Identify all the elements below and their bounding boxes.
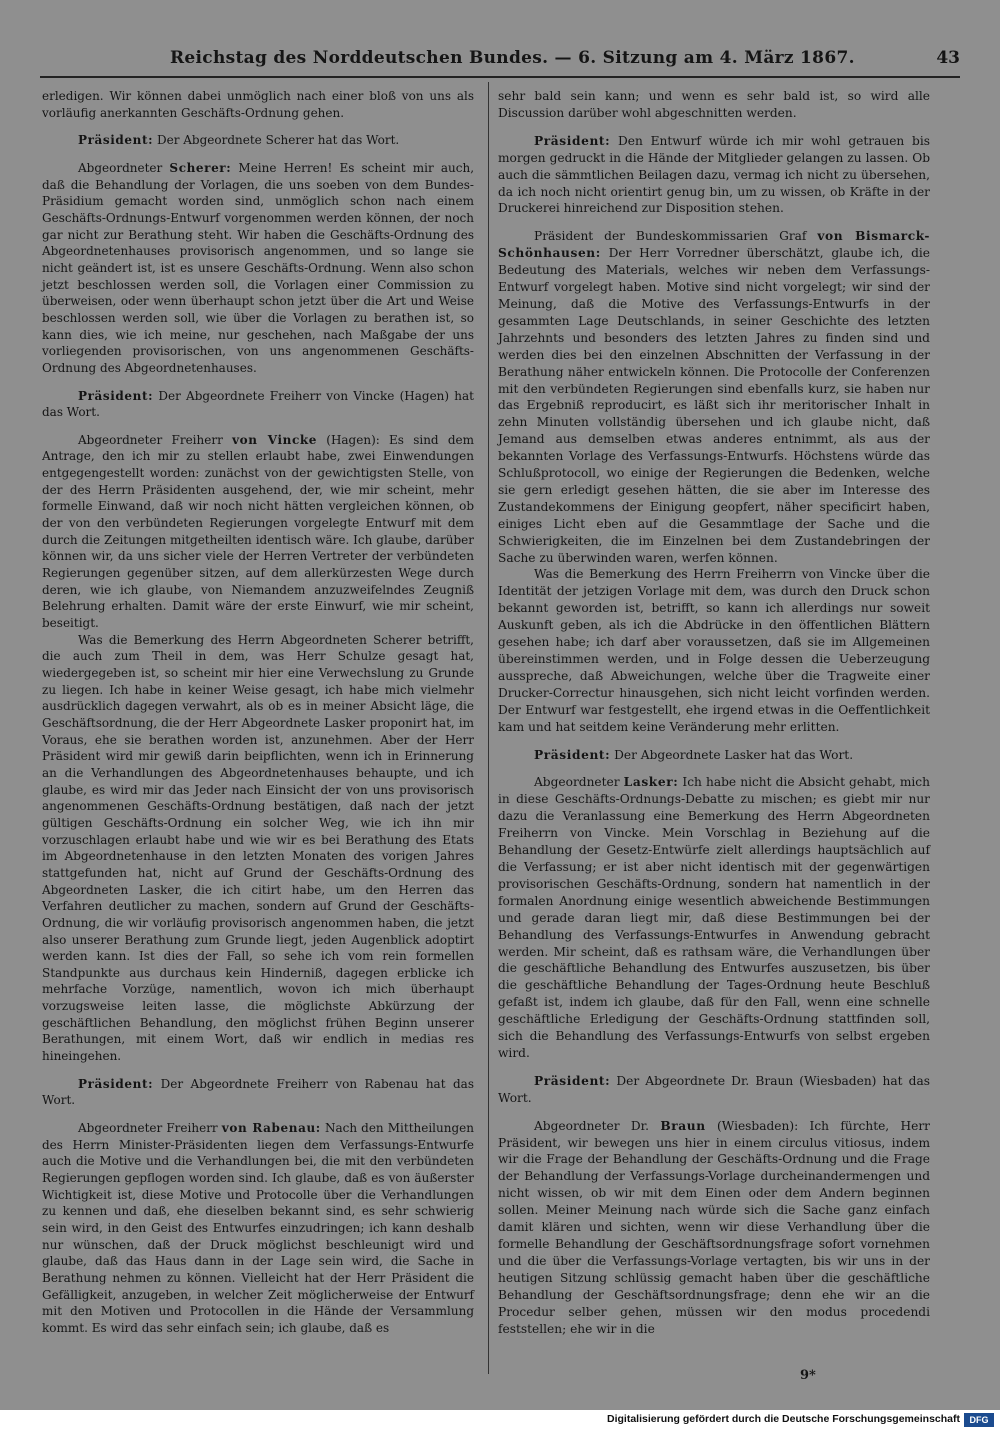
paragraph-text: Der Abgeordnete Dr. Braun (Wiesbaden) hat das Wort. <box>498 1073 930 1105</box>
page-header <box>40 46 960 76</box>
speaker-title: Abgeordneter Dr. <box>534 1118 661 1133</box>
speaker-title: Abgeordneter <box>78 160 170 175</box>
paragraph-text: Der Abgeordnete Freiherr von Vincke (Hagen) hat das Wort. <box>42 388 474 420</box>
paragraph-text: Der Abgeordnete Lasker hat das Wort. <box>610 747 854 762</box>
page-number: 43 <box>936 48 960 68</box>
paragraph-text: Was die Bemerkung des Herrn Freiherrn von Vincke über die Identität der jetzigen Vorlage mit dem, was durch den Druck schon bekannt geworden ist, betrifft, so kann ich allerdings nur soweit Auskunft geben, als ich die Abdrücke in den öffentlichen Blättern gesehen habe; ich darf aber voraussetzen, daß sie im Allgemeinen übereinstimmen werden, und in Folge dessen die Ueberzeugung ausspreche, daß Abweichungen, welche über die Tragweite einer Drucker-Correctur hinausgehen, sich nicht leicht vorfinden werden. Der Entwurf war festgestellt, ehe irgend etwas in die Oeffentlichkeit kam und hat seitdem keine Veränderung mehr erlitten. <box>498 567 930 734</box>
president-label: Präsident: <box>534 747 611 762</box>
president-label: Präsident: <box>78 388 154 403</box>
speaker-name: Braun <box>660 1118 706 1133</box>
president-label: Präsident: <box>78 1076 154 1091</box>
footer-band <box>0 1410 1000 1432</box>
paragraph <box>42 132 474 149</box>
header-rule <box>40 76 960 78</box>
paragraph-text: Ich habe nicht die Absicht gehabt, mich in diese Geschäfts-Ordnungs-Debatte zu mischen; es giebt mir nur dazu die Veranlassung eine Bemerkung des Herrn Abgeordneten Freiherrn von Vincke. Mein Vorschlag in Beziehung auf die Behandlung der Gesetz-Entwürfe zielt allerdings hauptsächlich auf die Verfassung; er ist aber nicht identisch mit der gegenwärtigen provisorischen Geschäfts-Ordnung, sondern hat namentlich in der formalen Anordnung einige wesentlich abweichende Bestimmungen und gerade daran liegt mir, daß diese Bestimmungen bei der Behandlung des Verfassungs-Entwurfes in Anwendung gebracht werden. Mir scheint, daß es rathsam wäre, die Verhandlungen über die geschäftliche Behandlung des Entwurfes auszusetzen, bis über die geschäftliche Behandlung der Tages-Ordnung heute Beschluß gefaßt ist, indem ich glaube, daß für den Fall, wenn eine schnelle geschäftliche Erledigung der Geschäfts-Ordnung stattfinden soll, sich die Behandlung des Verfassungs-Entwurfs von selbst ergeben wird. <box>498 775 930 1060</box>
speaker-title: Abgeordneter <box>534 775 624 790</box>
sheet-signature: 9* <box>800 1368 816 1383</box>
paragraph <box>498 774 930 1061</box>
running-head: Reichstag des Norddeutschen Bundes. — 6. Sitzung am 4. März 1867. <box>170 48 855 68</box>
speaker-title: Abgeordneter Freiherr <box>78 432 233 447</box>
paragraph <box>498 133 930 218</box>
paragraph <box>42 88 474 121</box>
paragraph <box>42 160 474 377</box>
speaker-name: von Bismarck-Schönhausen: <box>498 229 930 261</box>
paragraph-text: sehr bald sein kann; und wenn es sehr bald ist, so wird alle Discussion darüber wohl abgeschnitten werden. <box>498 89 930 120</box>
speaker-name: von Vincke <box>232 432 318 447</box>
paragraph-text: Nach den Mittheilungen des Herrn Minister-Präsidenten liegen dem Verfassungs-Entwurfe auch die Motive und die Verhandlungen bei, die mit den verbündeten Regierungen gepflogen worden sind. Ich glaube, daß es von äußerster Wichtigkeit ist, diese Motive und Protocolle über die Verhandlungen zu kennen und daß, ehe dieselben bekannt sind, es sehr schwierig sein wird, in den Geist des Entwurfes einzudringen; ich kann deshalb nur wünschen, daß der Druck möglichst beschleunigt wird und glaube, daß das Haus dann in der Lage sein wird, die Sache in Berathung nehmen zu können. Vielleicht hat der Herr Präsident die Gefälligkeit, anzugeben, in welcher Zeit möglicherweise der Entwurf mit den Motiven und Protocollen in die Hände der Versammlung kommt. Es wird das sehr einfach sein; ich glaube, daß es <box>42 1121 474 1335</box>
paragraph-text: Der Abgeordnete Scherer hat das Wort. <box>153 133 400 148</box>
paragraph <box>498 1073 930 1107</box>
column-divider <box>488 82 489 1374</box>
right-column <box>498 88 930 1337</box>
paragraph-text: Was die Bemerkung des Herrn Abgeordneten Scherer betrifft, die auch zum Theil in dem, was Herr Schulze gesagt hat, wiedergegeben ist, so scheint mir hier eine Verwechslung zu Grunde zu liegen. Ich habe in keiner Weise gesagt, ich habe mich vielmehr ausdrücklich dagegen verwahrt, als ob es in meiner Absicht läge, die Geschäftsordnung, die der Herr Abgeordnete Lasker proponirt hat, im Voraus, ehe sie berathen worden ist, anzunehmen. Aber der Herr Präsident wird mir gewiß darin beipflichten, wenn ich in Erinnerung an die Verhandlungen des Abgeordnetenhauses behaupte, und ich glaube, es wird mir das Jeder nach Einsicht der von uns provisorisch angenommenen Geschäfts-Ordnung bestätigen, daß nach der jetzt gültigen Geschäfts-Ordnung ein solcher Weg, wie ich ihn mir vorzuschlagen erlaubt habe und wie wir es bei Berathung des Etats im Abgeordnetenhause in den letzten Monaten des vorigen Jahres stattgefunden hat, nicht auf Grund der Geschäfts-Ordnung des Abgeordneten Lasker, die ich citirt habe, um den Herren das Verfahren deutlicher zu machen, sondern auf Grund der Geschäfts-Ordnung, die wir vorläufig provisorisch angenommen haben, die jetzt also unserer Berathung zum Grunde liegt, jeden Augenblick adoptirt werden kann. Ist dies der Fall, so sehe ich vom rein formellen Standpunkte aus durchaus kein Hinderniß, dagegen erblicke ich mehrfache Vorzüge, namentlich, wovon ich mich überhaupt vorzugsweise leiten lasse, die möglichste Abkürzung der geschäftlichen Behandlung, den möglichst frühen Beginn unserer Berathungen, mit einem Wort, daß wir endlich in medias res hineingehen. <box>42 632 474 1064</box>
president-label: Präsident: <box>534 1073 611 1088</box>
dfg-credit: Digitalisierung gefördert durch die Deutsche Forschungsgemeinschaft <box>607 1413 960 1425</box>
paragraph <box>498 88 930 122</box>
paragraph <box>498 747 930 764</box>
paragraph-text: Den Entwurf würde ich mir wohl getrauen bis morgen gedruckt in die Hände der Mitglieder gelangen zu lassen. Ob auch die sämmtlichen Beilagen dazu, vermag ich nicht zu übersehen, da ich noch nicht orientirt genug bin, um zu wissen, ob Kräfte in der Druckerei hinreichend zur Disposition stehen. <box>498 133 930 216</box>
dfg-logo: DFG <box>964 1413 994 1427</box>
paragraph-text: (Hagen): Es sind dem Antrage, den ich mir zu stellen erlaubt habe, zwei Einwendungen entgegengestellt worden: zunächst von der gewichtigsten Stelle, von der des Herrn Präsidenten ausgehend, der, wie mir scheint, mehr formelle Einwand, daß wir noch nicht hätten vergleichen können, ob der von den verbündeten Regierungen vorgelegte Entwurf mit dem durch die Zeitungen mitgetheilten identisch wäre. Ich glaube, darüber können wir, da uns sicher viele der Herren Vertreter der verbündeten Regierungen gegenüber sitzen, auf dem allerkürzesten Wege durch deren, wie ich glaube, von Niemandem anzuzweifelndes Zeugniß Belehrung erhalten. Damit wäre der erste Einwurf, wie mir scheint, beseitigt. <box>42 432 475 631</box>
paragraph <box>42 1120 474 1337</box>
paragraph-text: Meine Herren! Es scheint mir auch, daß die Behandlung der Vorlagen, die uns soeben von dem Bundes-Präsidium gemacht worden sind, unmöglich schon nach einem Geschäfts-Ordnungs-Entwurf vorgenommen werden können, der noch gar nicht zur Berathung steht. Wir haben die Geschäfts-Ordnung des Abgeordnetenhauses provisorisch angenommen, und so lange sie nicht geändert ist, ist es unsere Geschäfts-Ordnung. Wenn also schon jetzt beschlossen werden soll, die Vorlagen einer Commission zu überweisen, oder wenn überhaupt schon jetzt über die Art und Weise beschlossen werden soll, wie über die Vorlagen zu berathen ist, so kann dies, wie ich meine, nur geschehen, nach Maßgabe der uns vorliegenden provisorischen, von uns angenommenen Geschäfts-Ordnung des Abgeordnetenhauses. <box>42 160 475 375</box>
paragraph-text: Der Abgeordnete Freiherr von Rabenau hat das Wort. <box>42 1076 474 1108</box>
paragraph <box>42 388 474 421</box>
paragraph <box>498 228 930 566</box>
speaker-name: Scherer: <box>169 160 232 175</box>
speaker-name: von Rabenau: <box>221 1121 321 1136</box>
paragraph <box>42 432 474 632</box>
paragraph <box>42 632 474 1065</box>
president-label: Präsident: <box>534 133 611 148</box>
speaker-name: Lasker: <box>623 775 679 790</box>
speaker-title: Abgeordneter Freiherr <box>78 1121 222 1136</box>
paragraph <box>498 566 930 735</box>
paragraph-text: (Wiesbaden): Ich fürchte, Herr Präsident, wir bewegen uns hier in einem circulus vitiosus, indem wir die Frage der Behandlung der Geschäfts-Ordnung und die Frage der Behandlung der Verfassungs-Vorlage durcheinandermengen und nicht wissen, ob wir mit dem Einen oder dem Andern beginnen sollen. Meiner Meinung nach würde sich die Sache ganz einfach damit klären und sichten, wenn wir diese Verhandlung über die formelle Behandlung der Geschäftsordnungsfrage sofort vornehmen und die über die Verfassungs-Vorlage vertagten, bis wir uns in der heutigen Sitzung schlüssig gemacht haben über die geschäftliche Behandlung der Geschäftsordnungsfrage; denn ehe wir an die Procedur selber gehen, müssen wir den modus procedendi feststellen; ehe wir in die <box>498 1118 930 1336</box>
paragraph <box>498 1118 930 1338</box>
paragraph <box>42 1076 474 1109</box>
paragraph-text: erledigen. Wir können dabei unmöglich nach einer bloß von uns als vorläufig anerkannten Geschäfts-Ordnung gehen. <box>42 89 474 120</box>
paragraph-text: Der Herr Vorredner überschätzt, glaube ich, die Bedeutung des Materials, welches wir neben dem Verfassungs-Entwurf vorgelegt haben. Motive sind nicht vorgelegt; wir sind der Meinung, daß die Motive des Verfassungs-Entwurfs in der gesammten Lage Deutschlands, in seiner Geschichte des letzten Jahrzehnts und besonders des letzten Jahres zu finden sind und werden dies bei den einzelnen Abschnitten der Verfassung in der Berathung näher entwickeln können. Die Protocolle der Conferenzen mit den verbündeten Regierungen sind ebenfalls kurz, sie haben nur das Ergebniß reproducirt, es läßt sich ihr meritorischer Inhalt in zehn Minuten vollständig übersehen und ich glaube nicht, daß Jemand aus demselben etwas anderes entnimmt, als aus der bekannten Vorlage des Verfassungs-Entwurfs. Höchstens würde das Schlußprotocoll, wo einige der Regierungen die Bedenken, welche sie gern erledigt gesehen hätten, die sie aber im Interesse des Zustandekommens der Einigung geopfert, näher specificirt haben, einiges Licht eben auf die Gesammtlage der Sache und die Schwierigkeiten, die im Einzelnen bei dem Zustandebringen der Sache zu überwinden waren, werfen können. <box>498 246 930 565</box>
left-column <box>42 88 474 1337</box>
president-label: Präsident: <box>78 133 154 148</box>
speaker-title: Präsident der Bundeskommissarien Graf <box>534 229 818 244</box>
